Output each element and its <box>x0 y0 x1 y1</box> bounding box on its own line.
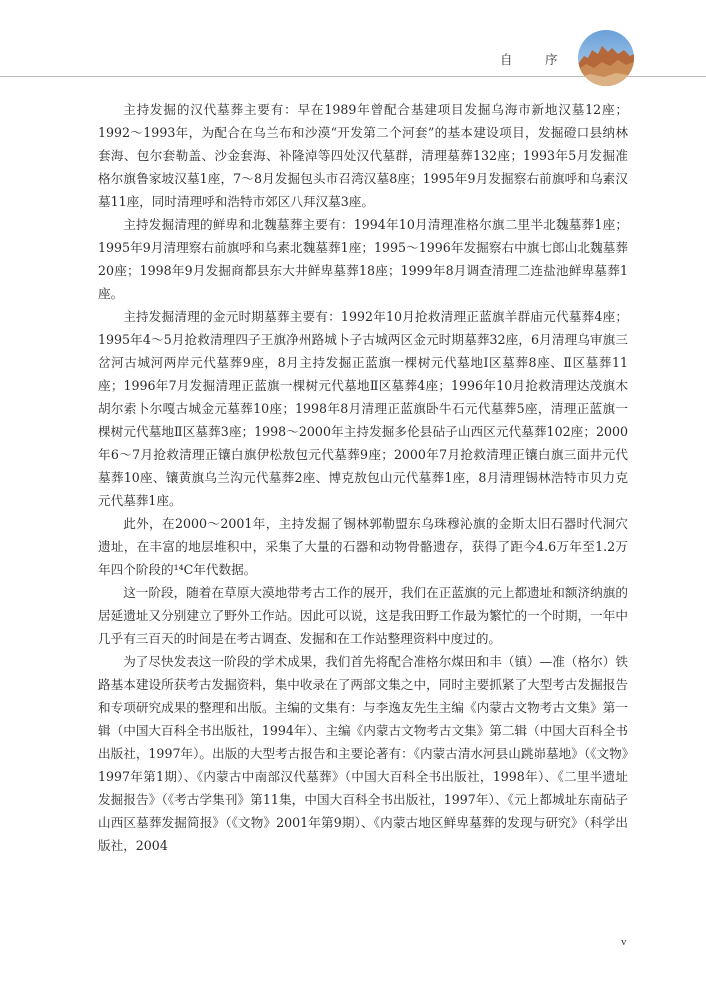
paragraph-jin-yuan-tombs: 主持发掘清理的金元时期墓葬主要有：1992年10月抢救清理正蓝旗羊群庙元代墓葬4座；1995年4～5月抢救清理四子王旗净州路城卜子古城两区金元时期墓葬32座，6月清理乌审旗三岔河古城河两岸元代墓葬9座，8月主持发掘正蓝旗一棵树元代墓地Ⅰ区墓葬8座、Ⅱ区墓葬11座；1996年7月发掘清理正蓝旗一棵树元代墓地Ⅱ区墓葬4座；1996年10月抢救清理达茂旗木胡尔索卜尔嘎古城金元墓葬10座；1998年8月清理正蓝旗卧牛石元代墓葬5座，清理正蓝旗一棵树元代墓地Ⅱ区墓葬3座；1998～2000年主持发掘多伦县砧子山西区元代墓葬102座；2000年6～7月抢救清理正镶白旗伊松敖包元代墓葬9座；2000年7月抢救清理正镶白旗三面井元代墓葬10座、镶黄旗乌兰沟元代墓葬2座、博克敖包山元代墓葬1座，8月清理锡林浩特市贝力克元代墓葬1座。 <box>98 309 628 508</box>
landscape-photo-image <box>578 30 634 86</box>
header-landscape-photo <box>578 30 634 86</box>
paragraph-publications: 为了尽快发表这一阶段的学术成果，我们首先将配合准格尔煤田和丰（镇）—准（格尔）铁路基本建设所获考古发掘资料，集中收录在了两部文集之中，同时主要抓紧了大型考古发掘报告和专项研究成果的整理和出版。主编的文集有：与李逸友先生主编《内蒙古文物考古文集》第一辑（中国大百科全书出版社，1994年）、主编《内蒙古文物考古文集》第二辑（中国大百科全书出版社，1997年）。出版的大型考古报告和主要论著有：《内蒙古清水河县山跳峁墓地》（《文物》1997年第1期）、《内蒙古中南部汉代墓葬》（中国大百科全书出版社，1998年）、《二里半遗址发掘报告》（《考古学集刊》第11集，中国大百科全书出版社，1997年）、《元上都城址东南砧子山西区墓葬发掘简报》（《文物》2001年第9期）、《内蒙古地区鲜卑墓葬的发现与研究》（科学出版社，2004 <box>98 654 628 853</box>
paragraph-xianbei-tombs: 主持发掘清理的鲜卑和北魏墓葬主要有：1994年10月清理准格尔旗二里半北魏墓葬1座；1995年9月清理察右前旗呼和乌素北魏墓葬1座；1995～1996年发掘察右中旗七郎山北魏墓葬20座；1998年9月发掘商都县东大井鲜卑墓葬18座；1999年8月调查清理二连盐池鲜卑墓葬1座。 <box>98 217 628 301</box>
page-number: v <box>621 936 627 948</box>
running-header-title: 自 序 <box>500 52 568 67</box>
paragraph-field-stations: 这一阶段，随着在草原大漠地带考古工作的展开，我们在正蓝旗的元上都遗址和额济纳旗的居延遗址又分别建立了野外工作站。因此可以说，这是我田野工作最为繁忙的一个时期，一年中几乎有三百天的时间是在考古调查、发掘和在工作站整理资料中度过的。 <box>98 585 628 646</box>
paragraph-cave-site: 此外，在2000～2001年，主持发掘了锡林郭勒盟东乌珠穆沁旗的金斯太旧石器时代洞穴遗址，在丰富的地层堆积中，采集了大量的石器和动物骨骼遗存，获得了距今4.6万年至1.2万年四个阶段的¹⁴C年代数据。 <box>98 516 628 577</box>
body-text <box>98 98 628 857</box>
paragraph-han-tombs: 主持发掘的汉代墓葬主要有：早在1989年曾配合基建项目发掘乌海市新地汉墓12座；1992～1993年，为配合在乌兰布和沙漠“开发第二个河套”的基本建设项目，发掘磴口县纳林套海、包尔套勒盖、沙金套海、补隆淖等四处汉代墓群，清理墓葬132座；1993年5月发掘准格尔旗鲁家坡汉墓1座，7～8月发掘包头市召湾汉墓8座；1995年9月发掘察右前旗呼和乌素汉墓11座，同时清理呼和浩特市郊区八拜汉墓3座。 <box>98 102 628 209</box>
